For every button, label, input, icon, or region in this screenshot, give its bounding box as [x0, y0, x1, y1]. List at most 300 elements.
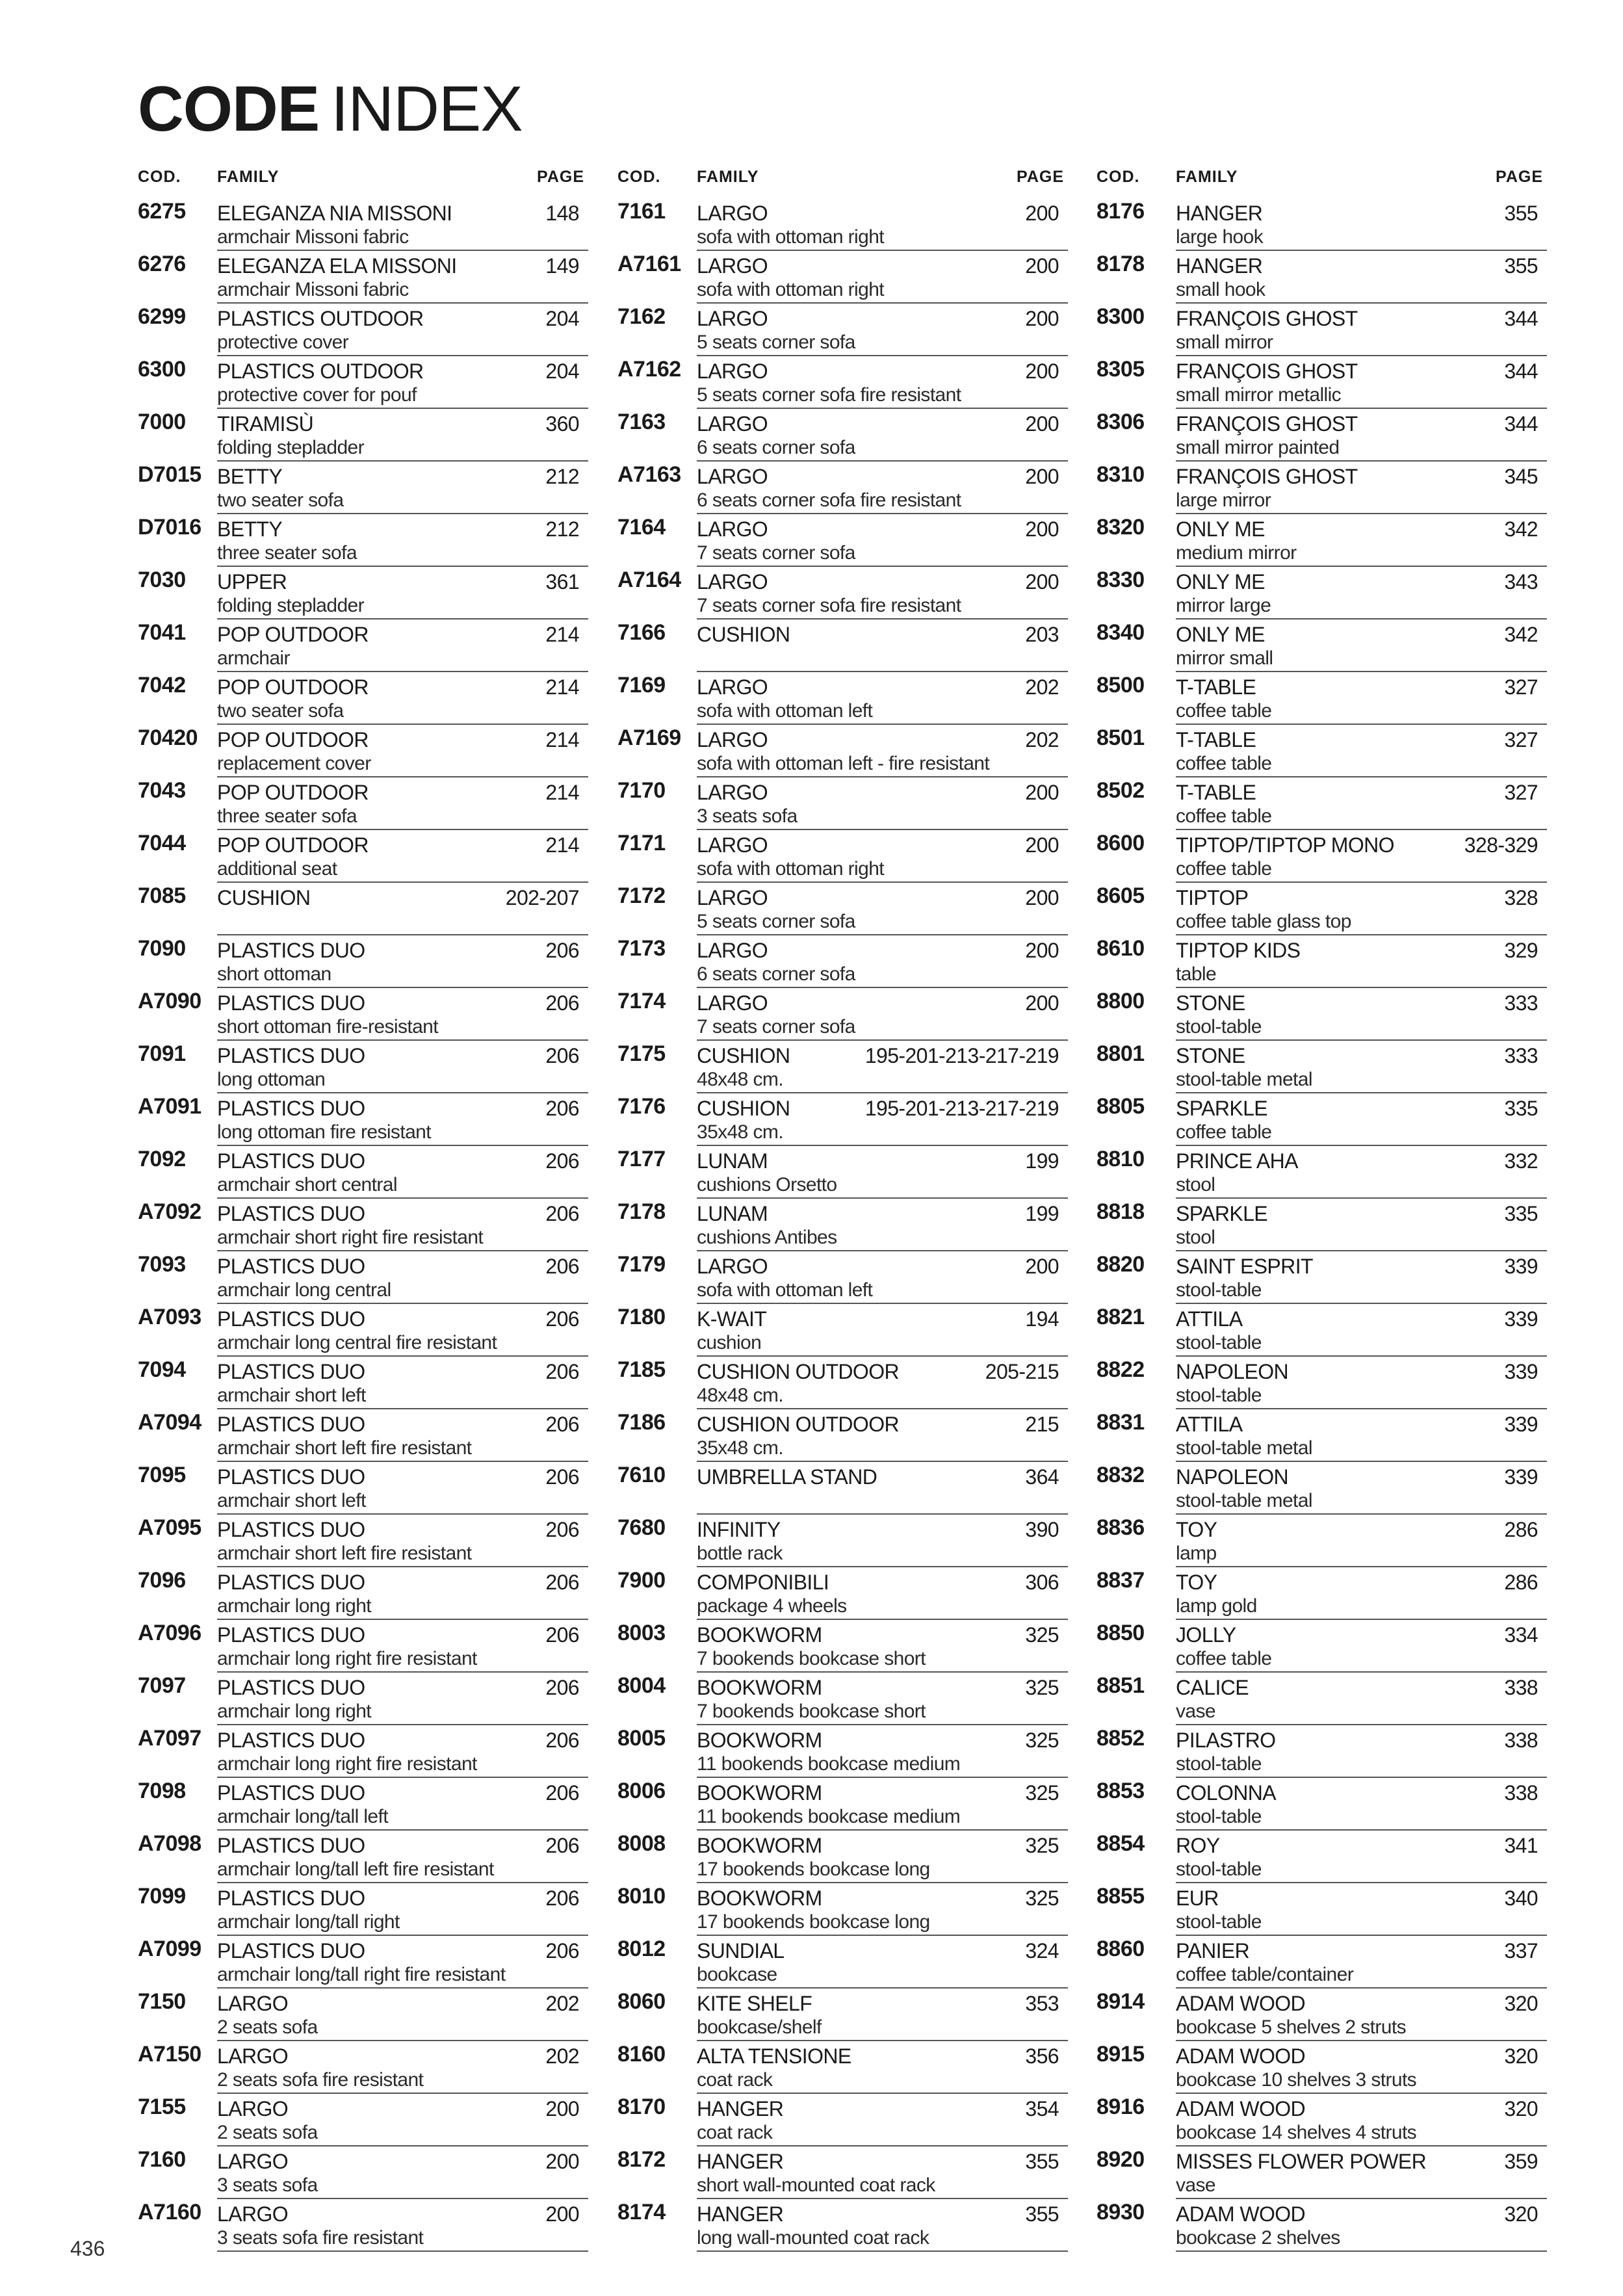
entry-description: armchair long right fire resistant — [217, 1753, 477, 1775]
index-entry — [138, 514, 588, 566]
entry-description: 2 seats sofa fire resistant — [217, 2069, 424, 2091]
entry-code: A7094 — [138, 1410, 201, 1435]
page-number: 436 — [70, 2237, 105, 2260]
entry-family: FRANÇOIS GHOST — [1176, 465, 1358, 488]
entry-page: 200 — [1025, 307, 1059, 330]
entry-page: 200 — [1025, 412, 1059, 436]
index-entry — [138, 1883, 588, 1935]
index-entry — [138, 2146, 588, 2198]
entry-page: 286 — [1504, 1518, 1538, 1541]
header-code: COD. — [617, 168, 661, 186]
index-entry — [138, 198, 588, 250]
index-entry — [617, 356, 1068, 408]
entry-page: 203 — [1025, 623, 1059, 646]
entry-family: BOOKWORM — [697, 1781, 822, 1805]
entry-code: 8010 — [617, 1884, 666, 1909]
entry-code: 8930 — [1097, 2200, 1145, 2224]
entry-family: POP OUTDOOR — [217, 833, 369, 857]
entry-family: NAPOLEON — [1176, 1360, 1289, 1383]
entry-description: mirror large — [1176, 595, 1271, 616]
entry-description: 48x48 cm. — [697, 1069, 783, 1090]
entry-description: sofa with ottoman right — [697, 226, 885, 248]
entry-page: 341 — [1504, 1834, 1538, 1857]
entry-code: 8501 — [1097, 725, 1145, 750]
entry-description: short wall-mounted coat rack — [697, 2174, 935, 2196]
index-entry — [617, 250, 1068, 303]
entry-description: 7 seats corner sofa — [697, 542, 855, 564]
entry-description: armchair long/tall left fire resistant — [217, 1859, 494, 1880]
index-entry — [617, 1619, 1068, 1672]
entry-description: large mirror — [1176, 489, 1271, 511]
entry-description: armchair short right fire resistant — [217, 1227, 484, 1248]
index-entry — [138, 356, 588, 408]
entry-family: CUSHION — [697, 1097, 790, 1120]
entry-page: 325 — [1025, 1886, 1059, 1910]
entry-code: 8821 — [1097, 1305, 1145, 1329]
entry-code: 8850 — [1097, 1621, 1145, 1645]
entry-page: 206 — [545, 1729, 579, 1752]
entry-description: stool-table metal — [1176, 1490, 1312, 1511]
entry-family: TIPTOP KIDS — [1176, 939, 1301, 962]
entry-page: 356 — [1025, 2044, 1059, 2068]
entry-description: stool-table — [1176, 1279, 1262, 1301]
entry-description: 2 seats sofa — [217, 2016, 318, 2038]
entry-page: 195-201-213-217-219 — [864, 1097, 1059, 1120]
entry-family: POP OUTDOOR — [217, 728, 369, 751]
index-entry — [1097, 672, 1547, 724]
entry-page: 340 — [1504, 1886, 1538, 1910]
entry-description: 3 seats sofa — [697, 805, 798, 827]
entry-description: stool — [1176, 1227, 1215, 1248]
entry-family: PLASTICS DUO — [217, 1097, 365, 1120]
entry-family: LARGO — [697, 307, 768, 330]
entry-code: 8820 — [1097, 1252, 1145, 1277]
entry-code: 7090 — [138, 936, 186, 961]
entry-page: 325 — [1025, 1834, 1059, 1857]
entry-family: PLASTICS DUO — [217, 1886, 365, 1910]
entry-code: 8914 — [1097, 1989, 1145, 2014]
entry-description: bookcase — [697, 1964, 777, 1985]
index-entry — [1097, 1672, 1547, 1725]
entry-description: 11 bookends bookcase medium — [697, 1753, 961, 1775]
index-entry — [138, 987, 588, 1040]
entry-description: coffee table glass top — [1176, 911, 1351, 932]
entry-page: 325 — [1025, 1729, 1059, 1752]
entry-code: 8300 — [1097, 304, 1145, 329]
entry-code: 70420 — [138, 725, 198, 750]
entry-family: CUSHION OUTDOOR — [697, 1413, 900, 1436]
entry-description: stool-table metal — [1176, 1437, 1312, 1459]
entry-family: SPARKLE — [1176, 1097, 1268, 1120]
entry-description: 35x48 cm. — [697, 1121, 783, 1143]
entry-family: CUSHION — [697, 1044, 790, 1067]
entry-page: 206 — [545, 1307, 579, 1331]
entry-page: 206 — [545, 1044, 579, 1067]
entry-family: K-WAIT — [697, 1307, 767, 1331]
entry-family: HANGER — [1176, 202, 1263, 225]
entry-description: bookcase 2 shelves — [1176, 2227, 1340, 2249]
entry-code: 8800 — [1097, 989, 1145, 1013]
entry-description: 5 seats corner sofa — [697, 332, 855, 353]
entry-code: A7092 — [138, 1199, 201, 1224]
entry-family: ADAM WOOD — [1176, 2202, 1306, 2226]
entry-page: 214 — [545, 781, 579, 804]
index-entry — [138, 672, 588, 724]
index-entry — [1097, 1725, 1547, 1777]
entry-description: coffee table — [1176, 858, 1272, 880]
index-entry — [1097, 882, 1547, 935]
entry-family: ONLY ME — [1176, 570, 1265, 594]
entry-page: 200 — [545, 2202, 579, 2226]
entry-family: PRINCE AHA — [1176, 1149, 1298, 1173]
entry-family: ROY — [1176, 1834, 1220, 1857]
entry-page: 202 — [1025, 675, 1059, 699]
entry-description: coffee table — [1176, 1121, 1272, 1143]
entry-page: 206 — [545, 1097, 579, 1120]
entry-code: 8176 — [1097, 199, 1145, 224]
entry-code: 8916 — [1097, 2094, 1145, 2119]
entry-code: 8006 — [617, 1779, 666, 1803]
entry-family: HANGER — [697, 2202, 784, 2226]
entry-code: 8854 — [1097, 1831, 1145, 1856]
entry-family: HANGER — [697, 2097, 784, 2120]
index-entry — [1097, 935, 1547, 987]
entry-family: LUNAM — [697, 1149, 768, 1173]
row-divider — [697, 2250, 1068, 2252]
entry-description: coffee table — [1176, 805, 1272, 827]
entry-description: armchair long right — [217, 1595, 372, 1617]
entry-code: 7163 — [617, 410, 666, 434]
index-entry — [138, 1409, 588, 1461]
index-entry — [617, 1935, 1068, 1988]
entry-page: 324 — [1025, 1939, 1059, 1963]
index-entry — [1097, 461, 1547, 514]
entry-code: 7610 — [617, 1463, 666, 1487]
entry-family: LARGO — [697, 1255, 768, 1278]
index-entry — [1097, 777, 1547, 829]
entry-code: A7095 — [138, 1515, 201, 1540]
index-entry — [138, 1672, 588, 1725]
entry-code: A7164 — [617, 567, 681, 592]
entry-page: 195-201-213-217-219 — [864, 1044, 1059, 1067]
entry-description: package 4 wheels — [697, 1595, 847, 1617]
entry-code: 8920 — [1097, 2147, 1145, 2172]
entry-description: 2 seats sofa — [217, 2122, 318, 2143]
entry-code: 6276 — [138, 252, 186, 276]
entry-code: 8860 — [1097, 1937, 1145, 1961]
index-entry — [617, 882, 1068, 935]
entry-family: LARGO — [217, 2150, 289, 2173]
index-entry — [1097, 1567, 1547, 1619]
index-entry — [617, 619, 1068, 672]
entry-page: 200 — [545, 2097, 579, 2120]
entry-code: 8172 — [617, 2147, 666, 2172]
entry-family: ADAM WOOD — [1176, 2097, 1306, 2120]
entry-description: coffee table — [1176, 753, 1272, 774]
entry-code: 8340 — [1097, 620, 1145, 645]
index-entry — [138, 935, 588, 987]
entry-description: short ottoman fire-resistant — [217, 1016, 439, 1037]
entry-page: 204 — [545, 307, 579, 330]
entry-code: 8915 — [1097, 2042, 1145, 2067]
entry-code: 7098 — [138, 1779, 186, 1803]
entry-page: 361 — [545, 570, 579, 594]
entry-code: 8837 — [1097, 1568, 1145, 1593]
entry-page: 339 — [1504, 1360, 1538, 1383]
entry-family: PLASTICS DUO — [217, 1255, 365, 1278]
index-entry — [138, 882, 588, 935]
entry-page: 360 — [545, 412, 579, 436]
entry-code: 7179 — [617, 1252, 666, 1277]
entry-code: 7171 — [617, 831, 666, 855]
entry-page: 338 — [1504, 1676, 1538, 1699]
entry-page: 202-207 — [505, 886, 579, 909]
index-entry — [138, 461, 588, 514]
entry-family: LARGO — [217, 2202, 289, 2226]
entry-description: armchair long/tall right — [217, 1911, 400, 1933]
index-entry — [617, 935, 1068, 987]
index-entry — [138, 777, 588, 829]
entry-description: folding stepladder — [217, 437, 365, 458]
entry-family: LARGO — [217, 2044, 289, 2068]
entry-page: 148 — [545, 202, 579, 225]
entry-description: stool-table — [1176, 1332, 1262, 1353]
entry-description: 5 seats corner sofa fire resistant — [697, 384, 961, 406]
entry-code: 7099 — [138, 1884, 186, 1909]
entry-family: LARGO — [697, 833, 768, 857]
entry-family: ADAM WOOD — [1176, 1992, 1306, 2015]
entry-code: 8855 — [1097, 1884, 1145, 1909]
entry-code: A7097 — [138, 1726, 201, 1751]
entry-description: stool — [1176, 1174, 1215, 1195]
entry-code: 7093 — [138, 1252, 186, 1277]
entry-page: 306 — [1025, 1571, 1059, 1594]
entry-page: 200 — [1025, 202, 1059, 225]
entry-family: PLASTICS DUO — [217, 1518, 365, 1541]
index-entry — [617, 1461, 1068, 1514]
entry-code: 7169 — [617, 673, 666, 698]
entry-page: 320 — [1504, 1992, 1538, 2015]
entry-page: 320 — [1504, 2097, 1538, 2120]
entry-family: T-TABLE — [1176, 781, 1256, 804]
entry-page: 329 — [1504, 939, 1538, 962]
entry-page: 327 — [1504, 728, 1538, 751]
index-entry — [1097, 1040, 1547, 1093]
entry-description: coffee table — [1176, 700, 1272, 722]
entry-family: LARGO — [697, 728, 768, 751]
entry-code: 7186 — [617, 1410, 666, 1435]
entry-family: ATTILA — [1176, 1413, 1243, 1436]
column-header — [1097, 168, 1547, 198]
entry-description: two seater sofa — [217, 489, 344, 511]
index-entry — [1097, 566, 1547, 619]
entry-description: armchair short left fire resistant — [217, 1543, 472, 1564]
entry-page: 359 — [1504, 2150, 1538, 2173]
index-entry — [1097, 1988, 1547, 2041]
entry-family: LARGO — [697, 254, 768, 278]
entry-family: PLASTICS DUO — [217, 1729, 365, 1752]
entry-family: LUNAM — [697, 1202, 768, 1225]
entry-code: 7044 — [138, 831, 186, 855]
entry-page: 334 — [1504, 1623, 1538, 1647]
entry-page: 214 — [545, 675, 579, 699]
entry-family: LARGO — [697, 675, 768, 699]
index-entry — [138, 1251, 588, 1303]
index-entry — [1097, 1935, 1547, 1988]
entry-page: 214 — [545, 623, 579, 646]
entry-page: 212 — [545, 465, 579, 488]
entry-description: 7 seats corner sofa fire resistant — [697, 595, 961, 616]
entry-page: 206 — [545, 1571, 579, 1594]
entry-code: 7097 — [138, 1673, 186, 1698]
entry-description: table — [1176, 963, 1217, 985]
index-entry — [617, 1198, 1068, 1251]
entry-code: 7174 — [617, 989, 666, 1013]
entry-code: 7178 — [617, 1199, 666, 1224]
entry-code: A7096 — [138, 1621, 201, 1645]
index-entry — [617, 1251, 1068, 1303]
entry-description: short ottoman — [217, 963, 331, 985]
entry-family: HANGER — [1176, 254, 1263, 278]
index-entry — [617, 198, 1068, 250]
index-entry — [617, 672, 1068, 724]
entry-page: 202 — [545, 1992, 579, 2015]
entry-description: stool-table — [1176, 1806, 1262, 1827]
entry-page: 200 — [1025, 517, 1059, 541]
entry-page: 206 — [545, 1360, 579, 1383]
entry-page: 325 — [1025, 1623, 1059, 1647]
entry-description: additional seat — [217, 858, 337, 880]
entry-page: 355 — [1025, 2150, 1059, 2173]
entry-code: 6299 — [138, 304, 186, 329]
entry-code: 7161 — [617, 199, 666, 224]
entry-code: 8836 — [1097, 1515, 1145, 1540]
entry-page: 206 — [545, 1886, 579, 1910]
entry-page: 332 — [1504, 1149, 1538, 1173]
index-entry — [1097, 619, 1547, 672]
entry-code: 8305 — [1097, 357, 1145, 382]
header-code: COD. — [1097, 168, 1140, 186]
entry-family: BOOKWORM — [697, 1834, 822, 1857]
entry-description: 3 seats sofa fire resistant — [217, 2227, 424, 2249]
entry-page: 344 — [1504, 307, 1538, 330]
entry-family: NAPOLEON — [1176, 1465, 1289, 1489]
index-entry — [138, 1725, 588, 1777]
entry-page: 333 — [1504, 1044, 1538, 1067]
entry-page: 200 — [1025, 939, 1059, 962]
entry-page: 328-329 — [1464, 833, 1538, 857]
entry-code: A7091 — [138, 1094, 201, 1119]
entry-code: 7085 — [138, 883, 186, 908]
entry-family: BOOKWORM — [697, 1886, 822, 1910]
entry-page: 333 — [1504, 991, 1538, 1015]
entry-code: 8003 — [617, 1621, 666, 1645]
entry-description: armchair long/tall right fire resistant — [217, 1964, 506, 1985]
index-entry — [138, 408, 588, 461]
entry-family: ADAM WOOD — [1176, 2044, 1306, 2068]
index-entry — [138, 1777, 588, 1830]
entry-family: PLASTICS DUO — [217, 1676, 365, 1699]
entry-description: 7 bookends bookcase short — [697, 1701, 926, 1722]
entry-family: PLASTICS DUO — [217, 1623, 365, 1647]
entry-page: 206 — [545, 1202, 579, 1225]
entry-page: 200 — [1025, 465, 1059, 488]
entry-code: 8008 — [617, 1831, 666, 1856]
entry-code: 7166 — [617, 620, 666, 645]
index-entry — [1097, 1883, 1547, 1935]
entry-code: 7177 — [617, 1147, 666, 1171]
entry-code: 8502 — [1097, 778, 1145, 803]
index-entry — [617, 987, 1068, 1040]
entry-code: 8832 — [1097, 1463, 1145, 1487]
entry-description: bookcase 5 shelves 2 struts — [1176, 2016, 1406, 2038]
entry-family: UPPER — [217, 570, 287, 594]
entry-page: 320 — [1504, 2202, 1538, 2226]
entry-code: A7163 — [617, 462, 681, 487]
entry-description: armchair short left fire resistant — [217, 1437, 472, 1459]
index-entry — [1097, 1514, 1547, 1567]
entry-code: 8818 — [1097, 1199, 1145, 1224]
entry-description: armchair long central fire resistant — [217, 1332, 497, 1353]
index-entry — [617, 1988, 1068, 2041]
entry-code: 7094 — [138, 1357, 186, 1382]
entry-code: 8805 — [1097, 1094, 1145, 1119]
entry-page: 202 — [1025, 728, 1059, 751]
entry-family: STONE — [1176, 991, 1245, 1015]
entry-description: small mirror painted — [1176, 437, 1340, 458]
entry-description: small hook — [1176, 279, 1266, 300]
entry-code: 8605 — [1097, 883, 1145, 908]
index-entry — [617, 1830, 1068, 1883]
entry-family: FRANÇOIS GHOST — [1176, 412, 1358, 436]
entry-family: SUNDIAL — [697, 1939, 785, 1963]
index-entry — [617, 303, 1068, 356]
entry-page: 325 — [1025, 1781, 1059, 1805]
header-page: PAGE — [1017, 168, 1064, 186]
entry-code: 8174 — [617, 2200, 666, 2224]
entry-family: LARGO — [697, 465, 768, 488]
entry-description: 11 bookends bookcase medium — [697, 1806, 961, 1827]
index-entry — [1097, 198, 1547, 250]
entry-description: small mirror — [1176, 332, 1273, 353]
entry-description: armchair long central — [217, 1279, 391, 1301]
entry-page: 364 — [1025, 1465, 1059, 1489]
index-entry — [1097, 356, 1547, 408]
entry-page: 200 — [1025, 886, 1059, 909]
entry-code: 8822 — [1097, 1357, 1145, 1382]
entry-family: LARGO — [217, 2097, 289, 2120]
index-entry — [138, 250, 588, 303]
entry-page: 343 — [1504, 570, 1538, 594]
entry-description: replacement cover — [217, 753, 371, 774]
entry-family: PLASTICS DUO — [217, 1360, 365, 1383]
entry-family: SAINT ESPRIT — [1176, 1255, 1313, 1278]
index-entry — [617, 514, 1068, 566]
entry-description: cushion — [697, 1332, 762, 1353]
index-entry — [1097, 2146, 1547, 2198]
entry-page: 149 — [545, 254, 579, 278]
index-entry — [617, 1409, 1068, 1461]
entry-description: 6 seats corner sofa fire resistant — [697, 489, 961, 511]
index-entry — [617, 461, 1068, 514]
index-entry — [617, 2041, 1068, 2093]
entry-family: TIRAMISÙ — [217, 412, 314, 436]
index-entry — [1097, 514, 1547, 566]
entry-page: 335 — [1504, 1202, 1538, 1225]
entry-page: 200 — [1025, 991, 1059, 1015]
entry-family: PLASTICS DUO — [217, 1413, 365, 1436]
entry-code: 6275 — [138, 199, 186, 224]
